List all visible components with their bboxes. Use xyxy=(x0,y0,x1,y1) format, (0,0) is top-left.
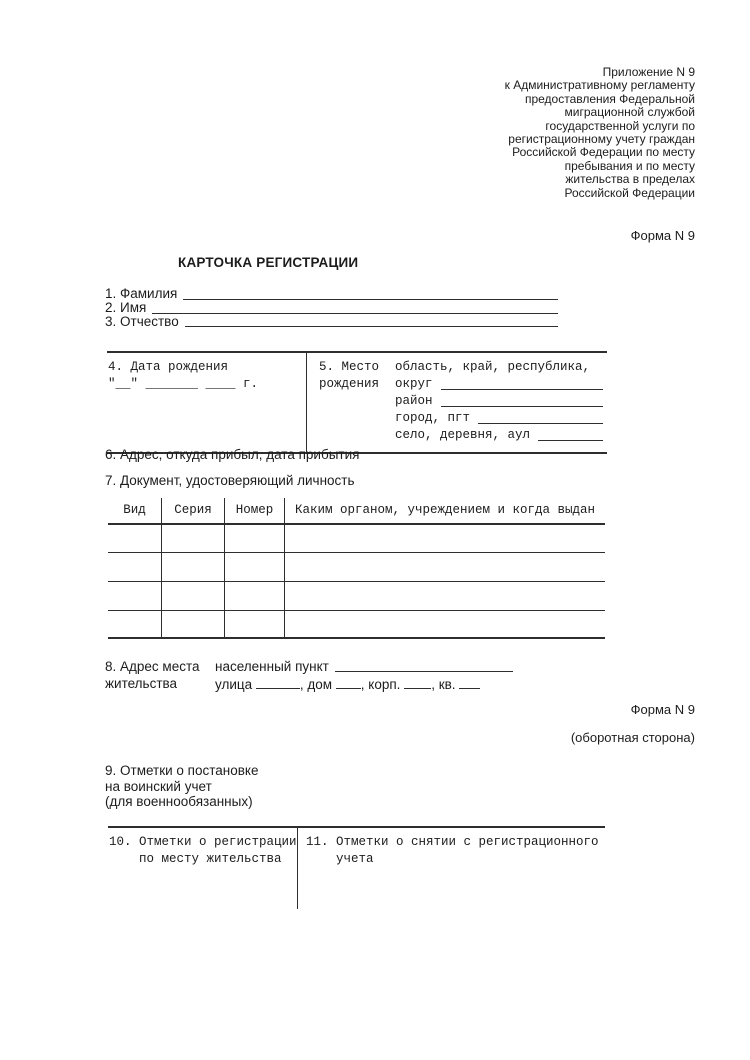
region-line: область, край, республика, xyxy=(395,360,591,374)
military-line3: (для военнообязанных) xyxy=(105,794,253,809)
note-line: Российской Федерации xyxy=(564,185,695,200)
doc-table-empty-cell xyxy=(108,611,162,639)
doc-table-empty-cell xyxy=(285,553,605,582)
name-fields-block xyxy=(105,287,560,328)
residence-address-section xyxy=(105,659,565,693)
doc-table-empty-cell xyxy=(225,525,285,553)
doc-series-header: Серия xyxy=(162,498,225,525)
surname-blank-line xyxy=(183,287,558,300)
form-number-back: Форма N 9 xyxy=(630,702,695,717)
birth-place-label xyxy=(319,359,381,444)
street-blank-line xyxy=(256,676,300,689)
birth-info-table xyxy=(107,351,607,454)
rayon-blank-line xyxy=(441,393,603,407)
doc-number-header: Номер xyxy=(225,498,285,525)
settlement-line xyxy=(215,659,565,676)
military-line2: на воинский учет xyxy=(105,778,212,794)
note-line: государственной услуги по xyxy=(545,118,695,133)
birth-place-label-line2: рождения xyxy=(319,377,380,391)
building-label: , корп. xyxy=(360,676,405,692)
note-line: пребывания и по месту xyxy=(564,158,695,173)
doc-table-empty-cell xyxy=(162,582,225,611)
registration-marks-cell xyxy=(108,828,298,909)
doc-table-empty-cell xyxy=(285,582,605,611)
building-blank-line xyxy=(404,676,431,689)
patronymic-blank-line xyxy=(185,315,558,328)
city-blank-line xyxy=(478,410,603,424)
village-line xyxy=(395,427,605,444)
note-line: миграционной службой xyxy=(564,105,695,120)
name-label: 2. Имя xyxy=(105,299,147,315)
residence-label-line2: жительства xyxy=(105,675,178,691)
note-line: жительства в пределах xyxy=(565,172,695,187)
rayon-line xyxy=(395,393,605,410)
section7-heading: 7. Документ, удостоверяющий личность xyxy=(105,473,355,488)
registration-marks-table xyxy=(108,826,605,909)
birth-date-label: 4. Дата рождения xyxy=(108,360,229,374)
note-line: Российской Федерации по месту xyxy=(512,145,695,160)
doc-table-empty-cell xyxy=(225,553,285,582)
apartment-blank-line xyxy=(459,676,480,689)
house-label: , дом xyxy=(299,676,336,692)
village-blank-line xyxy=(538,427,603,441)
military-line1: 9. Отметки о постановке xyxy=(105,763,259,778)
note-line: регистрационному учету граждан xyxy=(508,132,695,147)
doc-table-empty-cell xyxy=(108,553,162,582)
doc-issuer-header: Каким органом, учреждением и когда выдан xyxy=(285,498,605,525)
city-label: город, пгт xyxy=(395,411,471,425)
settlement-blank-line xyxy=(335,659,513,672)
doc-table-empty-cell xyxy=(225,582,285,611)
apartment-label: , кв. xyxy=(431,676,460,692)
note-line: к Административному регламенту xyxy=(504,78,695,93)
okrug-blank-line xyxy=(441,376,603,390)
doc-table-empty-cell xyxy=(162,611,225,639)
doc-table-empty-cell xyxy=(108,582,162,611)
birth-place-cell xyxy=(307,353,607,452)
deregistration-marks-line2: учета xyxy=(336,852,374,866)
doc-table-empty-cell xyxy=(285,611,605,639)
residence-label-line1: 8. Адрес места xyxy=(105,659,200,674)
doc-type-header: Вид xyxy=(108,498,162,525)
note-line: предоставления Федеральной xyxy=(524,91,695,106)
settlement-label: населенный пункт xyxy=(215,659,329,674)
village-label: село, деревня, аул xyxy=(395,428,531,442)
section6-heading: 6. Адрес, откуда прибыл, дата прибытия xyxy=(105,447,360,462)
patronymic-label: 3. Отчество xyxy=(105,313,179,329)
name-field xyxy=(105,301,560,315)
deregistration-marks-line1: 11. Отметки о снятии с регистрационного xyxy=(306,835,599,849)
house-blank-line xyxy=(336,676,361,689)
doc-table-empty-cell xyxy=(162,553,225,582)
street-label: улица xyxy=(215,676,256,692)
identity-document-table xyxy=(108,498,605,639)
form-number-front: Форма N 9 xyxy=(630,228,695,243)
birth-date-cell xyxy=(107,353,307,452)
regulation-appendix-note xyxy=(395,66,695,200)
name-blank-line xyxy=(152,301,558,314)
residence-address-values xyxy=(215,659,565,693)
rayon-label: район xyxy=(395,394,433,408)
birth-place-values xyxy=(395,359,605,444)
okrug-label: округ xyxy=(395,377,433,391)
surname-field xyxy=(105,287,560,301)
birth-date-blank: "__" _______ ____ г. xyxy=(108,377,259,391)
doc-table-empty-cell xyxy=(285,525,605,553)
doc-table-empty-cell xyxy=(108,525,162,553)
city-line xyxy=(395,410,605,427)
back-side-note: (оборотная сторона) xyxy=(570,730,695,745)
military-registration-section xyxy=(105,763,258,810)
page-title: КАРТОЧКА РЕГИСТРАЦИИ xyxy=(178,255,359,270)
registration-marks-line2: по месту жительства xyxy=(139,852,282,866)
patronymic-field xyxy=(105,315,560,329)
doc-table-empty-cell xyxy=(225,611,285,639)
okrug-line xyxy=(395,376,605,393)
surname-label: 1. Фамилия xyxy=(105,286,178,301)
residence-address-label xyxy=(105,659,215,693)
street-line xyxy=(215,676,565,694)
deregistration-marks-cell xyxy=(298,828,605,909)
registration-marks-line1: 10. Отметки о регистрации xyxy=(109,835,297,849)
doc-table-empty-cell xyxy=(162,525,225,553)
birth-place-label-line1: 5. Место xyxy=(319,360,380,374)
note-line: Приложение N 9 xyxy=(602,65,695,79)
